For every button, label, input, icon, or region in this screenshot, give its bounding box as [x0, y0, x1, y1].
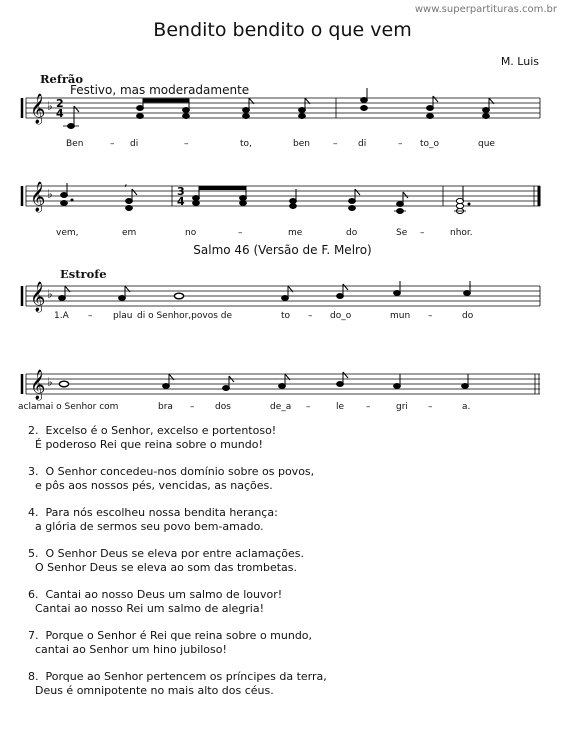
refrain-staff-2: [0, 177, 565, 237]
svg-text:4: 4: [56, 107, 64, 120]
time-signature: 2: [56, 97, 64, 110]
verse-2: 2. Excelso é o Senhor, excelso e portentoso! É poderoso Rei que reina sobre o mundo!: [28, 424, 277, 451]
treble-clef-icon: 𝄞: [30, 94, 46, 124]
verse-4: 4. Para nós escolheu nossa bendita herança: a glória de sermos seu povo bem-amado.: [28, 506, 278, 533]
verse-staff-1: [0, 280, 565, 330]
page-title: Bendito bendito o que vem: [153, 19, 412, 41]
verse-6: 6. Cantai ao nosso Deus um salmo de louvor! Cantai ao nosso Rei um salmo de alegria!: [28, 588, 283, 615]
svg-text:,: ,: [124, 176, 128, 189]
verse-8: 8. Porque ao Senhor pertencem os príncipes da terra, Deus é omnipotente no mais alto dos céus.: [28, 670, 327, 697]
treble-clef-icon: 𝄞: [30, 282, 46, 312]
flat-sign-icon: ♭: [47, 375, 53, 389]
verse-7: 7. Porque o Senhor é Rei que reina sobre o mundo, cantai ao Senhor um hino jubiloso!: [28, 629, 313, 656]
refrain-label: Refrão: [40, 72, 84, 86]
composer: M. Luis: [500, 55, 539, 68]
psalm-title: Salmo 46 (Versão de F. Melro): [193, 243, 372, 257]
site-watermark: www.superpartituras.com.br: [414, 4, 557, 15]
time-signature-change: 3: [177, 185, 185, 198]
verse-5: 5. O Senhor Deus se eleva por entre aclamações. O Senhor Deus se eleva ao som das trombetas.: [28, 547, 305, 574]
verses-list: [28, 424, 327, 711]
flat-sign-icon: ♭: [47, 287, 53, 301]
flat-sign-icon: ♭: [47, 99, 53, 113]
flat-sign-icon: ♭: [47, 187, 53, 201]
tempo-marking: Festivo, mas moderadamente: [70, 83, 250, 97]
treble-clef-icon: 𝄞: [30, 182, 46, 212]
treble-clef-icon: 𝄞: [30, 370, 46, 400]
verse-3: 3. O Senhor concedeu-nos domínio sobre os povos, e pôs aos nossos pés, vencidas, as nações.: [28, 465, 315, 492]
verse-section-label: Estrofe: [60, 267, 107, 281]
svg-text:4: 4: [177, 195, 185, 208]
